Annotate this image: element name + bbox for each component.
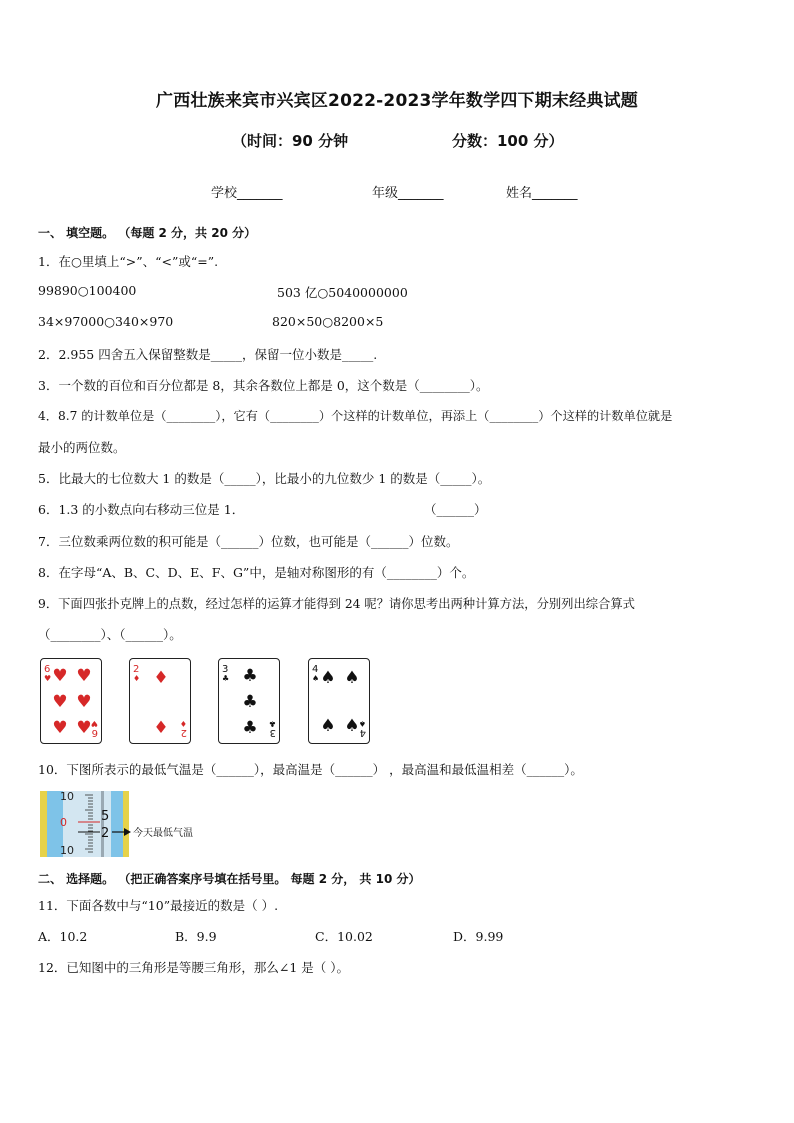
card-two-diamonds <box>129 658 191 744</box>
svg-text:♣: ♣ <box>268 719 276 728</box>
thermo-label-zero: 0 <box>60 816 67 829</box>
thermo-caption: 今天最低气温 <box>133 828 193 839</box>
question-2: 2．2.955 四舍五入保留整数是_____，保留一位小数是_____. <box>38 347 378 362</box>
svg-text:♦: ♦ <box>133 674 141 683</box>
option-d: D．9.99 <box>453 929 504 944</box>
section-heading-choice: 二、 选择题。 （把正确答案序号填在括号里。 每题 2 分， 共 10 分） <box>38 872 421 886</box>
question-10: 10．下图所表示的最低气温是（______），最高温是（______） ，最高温和最低温相差（______）。 <box>38 762 583 777</box>
thermometer-figure <box>38 789 208 861</box>
svg-text:♥: ♥ <box>52 692 68 712</box>
question-1-item-d: 820×50○8200×5 <box>272 314 384 329</box>
question-1-item-a: 99890○100400 <box>38 283 137 298</box>
svg-text:♥: ♥ <box>76 718 92 738</box>
question-12: 12．已知图中的三角形是等腰三角形，那么∠1 是（ ）。 <box>38 960 350 975</box>
question-4: 4．8.7 的计数单位是（________），它有（________）个这样的计数单位，再添上（________）个这样的计数单位就是 <box>38 409 673 423</box>
card-rank: 3 <box>222 664 229 675</box>
card-four-spades <box>308 658 370 744</box>
exam-score: 分数：100 分） <box>452 132 564 150</box>
svg-text:♣: ♣ <box>242 692 258 712</box>
svg-text:♥: ♥ <box>44 674 52 683</box>
svg-text:♣: ♣ <box>242 666 258 686</box>
question-7: 7．三位数乘两位数的积可能是（______）位数，也可能是（______）位数。 <box>38 534 459 549</box>
question-3: 3．一个数的百位和百分位都是 8，其余各数位上都是 0，这个数是（________）。 <box>38 378 489 393</box>
option-c: C．10.02 <box>315 929 373 944</box>
question-11: 11．下面各数中与“10”最接近的数是（ ）. <box>38 898 279 913</box>
question-1-item-c: 34×97000○340×970 <box>38 314 174 329</box>
svg-text:4: 4 <box>359 727 366 738</box>
svg-text:3: 3 <box>269 727 276 738</box>
question-1-item-b: 503 亿○5040000000 <box>277 285 408 300</box>
svg-text:♣: ♣ <box>242 718 258 738</box>
svg-text:♥: ♥ <box>52 666 68 686</box>
card-three-clubs <box>218 658 280 744</box>
question-6: 6．1.3 的小数点向右移动三位是 1． <box>38 502 245 517</box>
question-5: 5．比最大的七位数大 1 的数是（_____），比最小的九位数少 1 的数是（_____）。 <box>38 471 491 486</box>
question-9: 9．下面四张扑克牌上的点数，经过怎样的运算才能得到 24 呢？请你思考出两种计算方法，分别列出综合算式 <box>38 597 635 611</box>
question-8: 8．在字母“A、B、C、D、E、F、G”中，是轴对称图形的有（________）个。 <box>38 565 475 580</box>
svg-text:6: 6 <box>91 727 98 738</box>
card-six-hearts <box>40 658 102 744</box>
card-rank: 2 <box>133 664 140 675</box>
svg-text:♥: ♥ <box>76 666 92 686</box>
svg-text:♦: ♦ <box>179 719 187 728</box>
svg-text:♦: ♦ <box>153 718 169 738</box>
svg-text:♥: ♥ <box>76 692 92 712</box>
svg-text:♥: ♥ <box>52 718 68 738</box>
name-field: 姓名_______ <box>506 186 578 201</box>
card-rank: 6 <box>44 664 51 675</box>
thermo-reading-low: 2 <box>101 826 110 841</box>
svg-text:♠: ♠ <box>320 668 336 688</box>
exam-time: （时间：90 分钟 <box>232 132 349 150</box>
school-field: 学校_______ <box>211 186 283 201</box>
thermo-label-top: 10 <box>60 790 74 803</box>
svg-text:♠: ♠ <box>358 719 366 728</box>
question-1: 1．在○里填上“>”、“<”或“=”. <box>38 254 219 269</box>
question-6-blank: （______） <box>424 502 487 517</box>
section-heading-fill: 一、 填空题。 （每题 2 分，共 20 分） <box>38 226 257 240</box>
svg-text:♠: ♠ <box>344 716 360 736</box>
question-4-continued: 最小的两位数。 <box>38 440 126 455</box>
svg-text:♥: ♥ <box>90 719 98 728</box>
svg-text:♠: ♠ <box>344 668 360 688</box>
svg-text:♠: ♠ <box>320 716 336 736</box>
card-rank: 4 <box>312 664 319 675</box>
option-b: B．9.9 <box>175 929 217 944</box>
svg-text:♦: ♦ <box>153 668 169 688</box>
svg-text:♣: ♣ <box>222 674 230 683</box>
option-a: A．10.2 <box>38 929 88 944</box>
question-9-continued: （________）、（______）。 <box>38 627 182 642</box>
thermo-label-bottom: 10 <box>60 844 74 857</box>
thermo-reading-high: 5 <box>101 809 110 824</box>
svg-text:2: 2 <box>180 727 187 738</box>
svg-text:♠: ♠ <box>312 674 320 683</box>
grade-field: 年级_______ <box>372 186 444 201</box>
page-title: 广西壮族来宾市兴宾区2022-2023学年数学四下期末经典试题 <box>156 91 638 111</box>
